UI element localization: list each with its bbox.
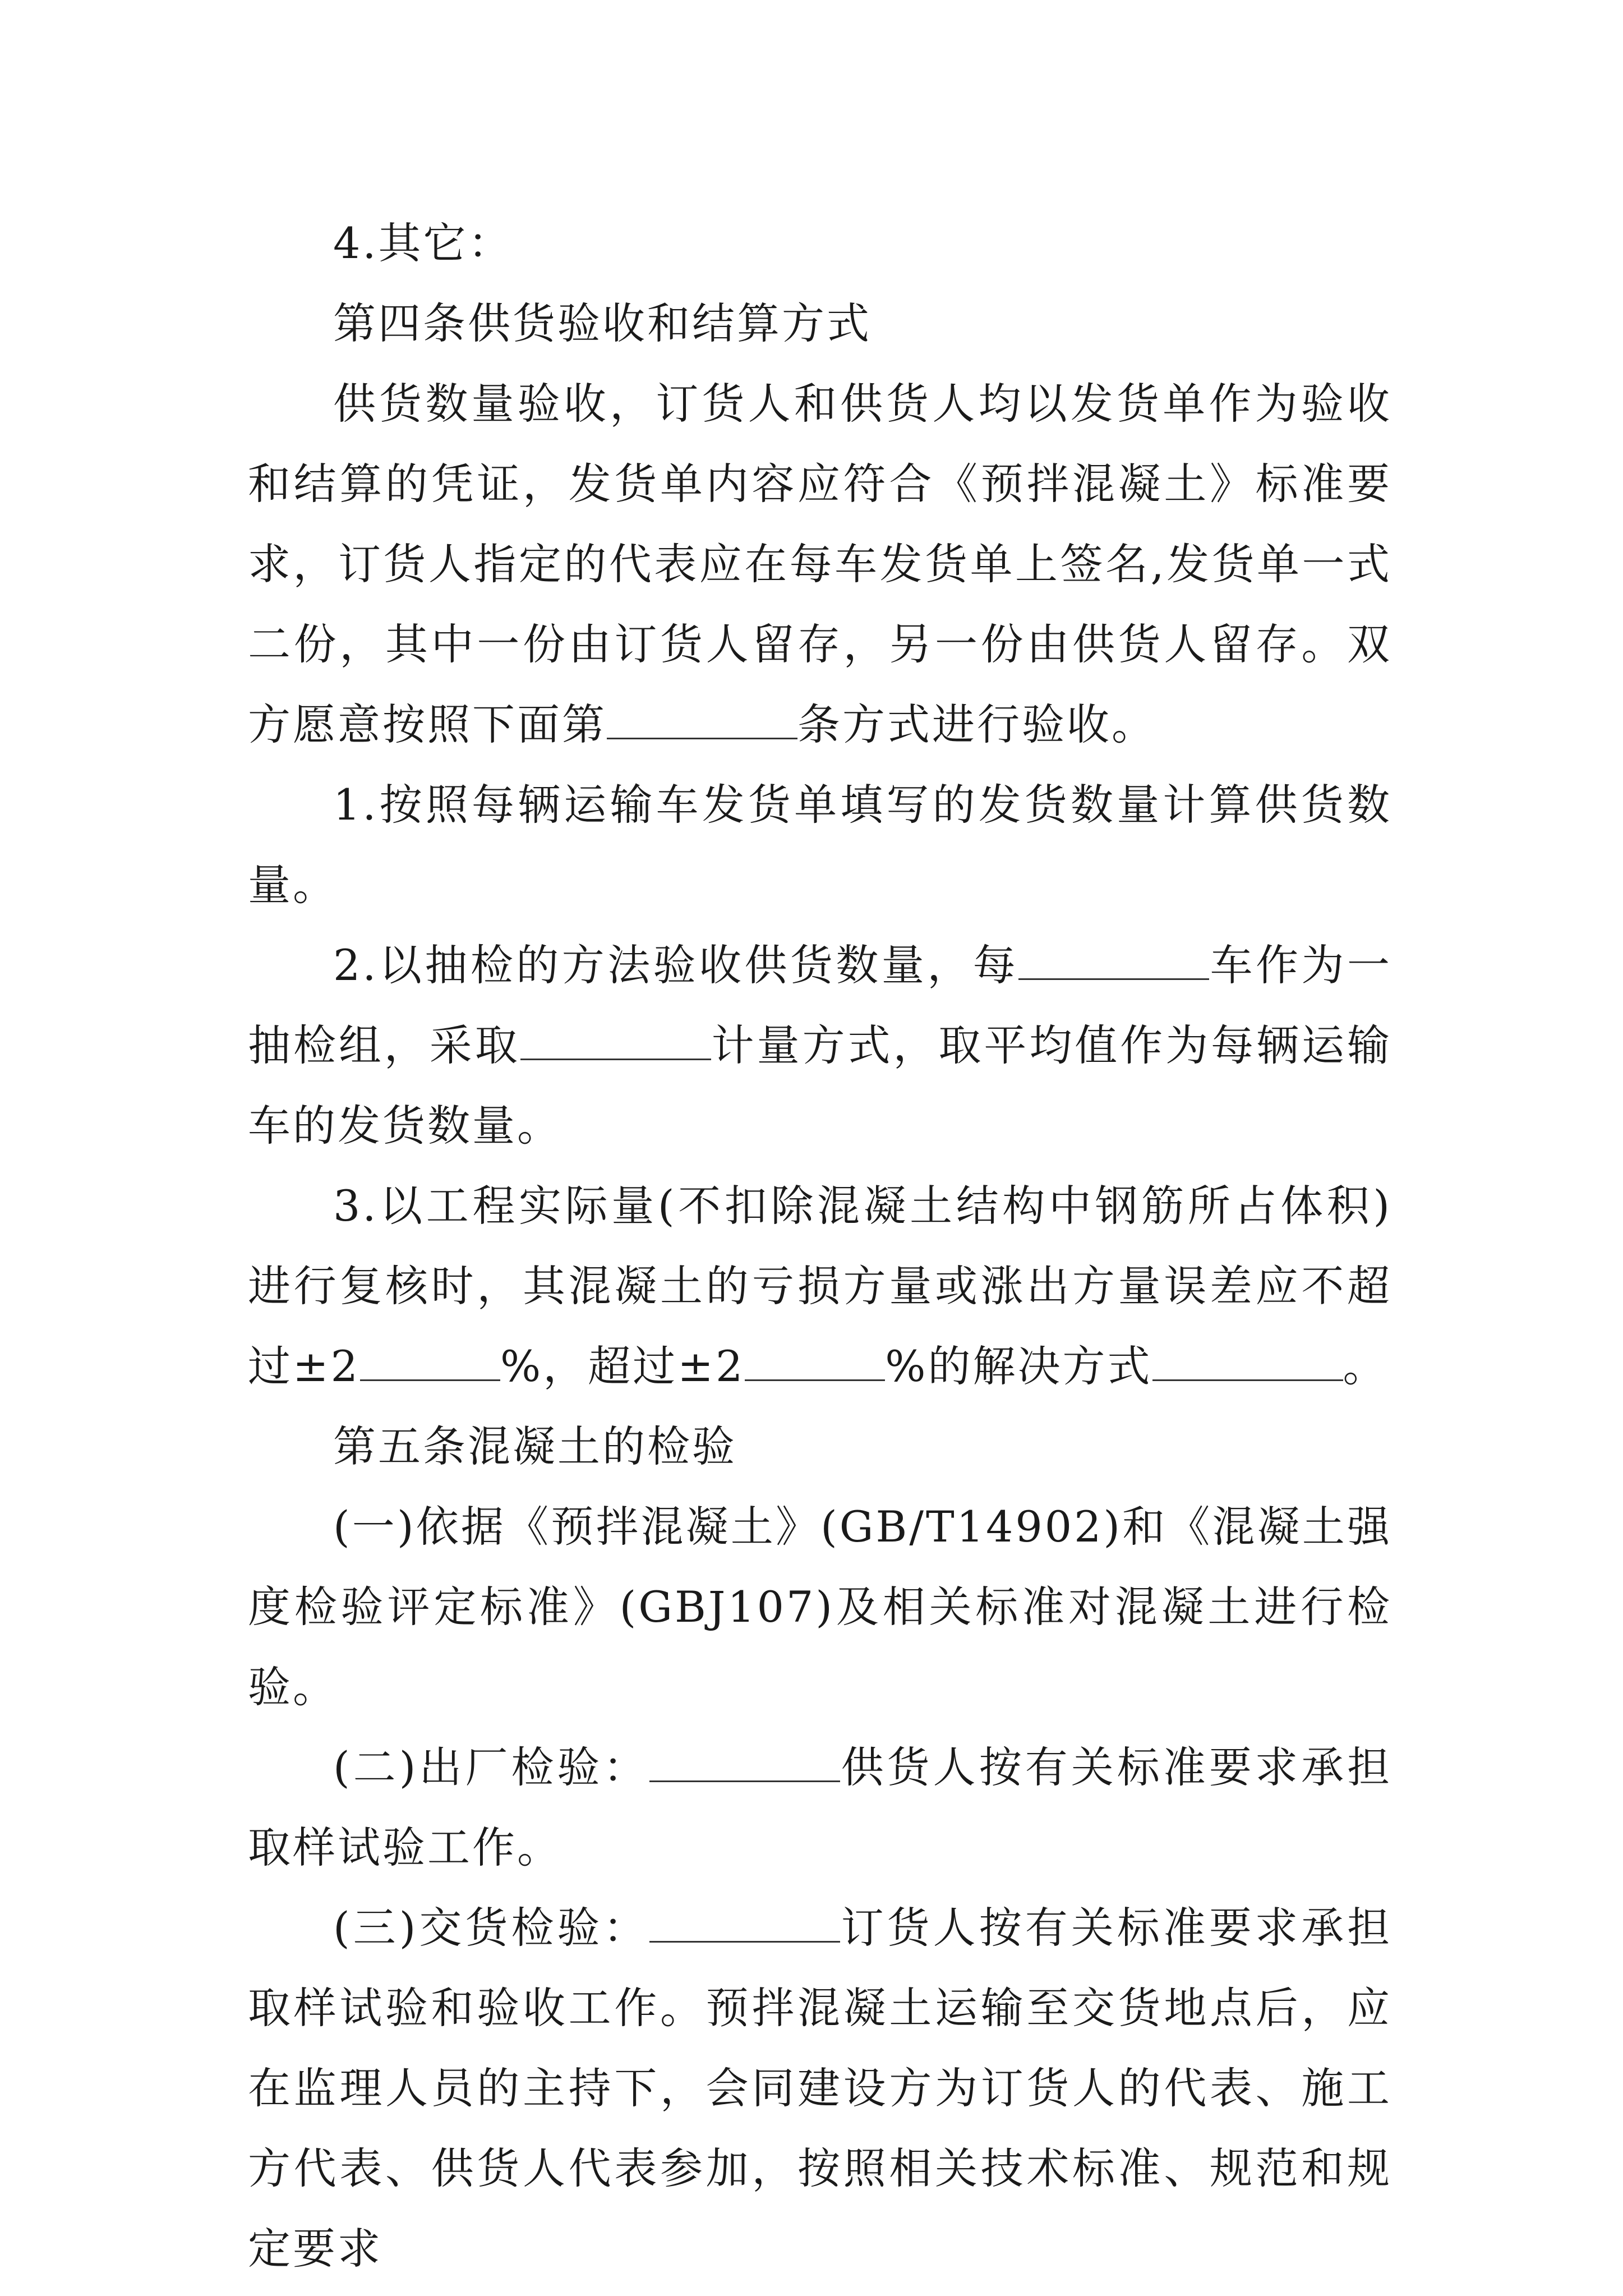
text: 3.以工程实际量(不扣除混凝土结构中钢筋所占体积)进行复核时，其混凝土的亏损方量或涨出方量误差应不超过±2 xyxy=(248,1181,1392,1391)
text: (三)交货检验： xyxy=(333,1903,649,1953)
text: 供货人按有关标准要求承担取样试验工作。 xyxy=(248,1742,1392,1872)
article-5-heading xyxy=(248,1406,1392,1487)
paragraph-method-2 xyxy=(248,925,1392,1166)
article-4-heading xyxy=(248,283,1392,364)
document-body xyxy=(248,203,1392,2289)
text: 计量方式，取平均值作为每辆运输车的发货数量。 xyxy=(248,1020,1393,1151)
text: 条方式进行验收。 xyxy=(797,700,1156,749)
text: 第四条供货验收和结算方式 xyxy=(333,298,872,348)
text: 。 xyxy=(1343,1341,1388,1391)
paragraph-method-3 xyxy=(248,1166,1392,1406)
text: 车作为一抽检组，采取 xyxy=(248,940,1393,1070)
text: 供货数量验收，订货人和供货人均以发货单作为验收和结算的凭证，发货单内容应符合《预拌混凝土》标准要求，订货人指定的代表应在每车发货单上签名,发货单一式二份，其中一份由订货人留存，另一份由供货人留存。双方愿意按照下面第 xyxy=(248,379,1392,749)
fill-blank xyxy=(1018,941,1209,980)
paragraph-method-1 xyxy=(248,765,1392,925)
text: 订货人按有关标准要求承担取样试验和验收工作。预拌混凝土运输至交货地点后，应在监理人员的主持下，会同建设方为订货人的代表、施工方代表、供货人代表参加，按照相关技术标准、规范和规定要求 xyxy=(248,1903,1392,2274)
text: 4.其它： xyxy=(333,218,513,268)
text: (二)出厂检验： xyxy=(333,1742,649,1792)
paragraph-inspection-basis xyxy=(248,1487,1392,1727)
text: 2.以抽检的方法验收供货数量，每 xyxy=(333,940,1019,990)
fill-blank xyxy=(607,701,797,739)
paragraph-delivery-inspection xyxy=(248,1888,1392,2289)
fill-blank xyxy=(360,1342,500,1381)
text: %，超过±2 xyxy=(500,1341,745,1391)
fill-blank xyxy=(745,1342,885,1381)
fill-blank xyxy=(1152,1342,1343,1381)
paragraph-factory-inspection xyxy=(248,1727,1392,1888)
paragraph-other xyxy=(248,203,1392,283)
text: %的解决方式 xyxy=(885,1341,1152,1391)
text: 第五条混凝土的检验 xyxy=(333,1421,737,1471)
fill-blank xyxy=(649,1904,840,1943)
paragraph-quantity-acceptance xyxy=(248,364,1392,765)
text: 1.按照每辆运输车发货单填写的发货数量计算供货数量。 xyxy=(248,780,1392,910)
fill-blank xyxy=(649,1743,840,1782)
fill-blank xyxy=(520,1022,711,1060)
text: (一)依据《预拌混凝土》(GB/T14902)和《混凝土强度检验评定标准》(GBJ107)及相关标准对混凝土进行检验。 xyxy=(248,1502,1392,1712)
